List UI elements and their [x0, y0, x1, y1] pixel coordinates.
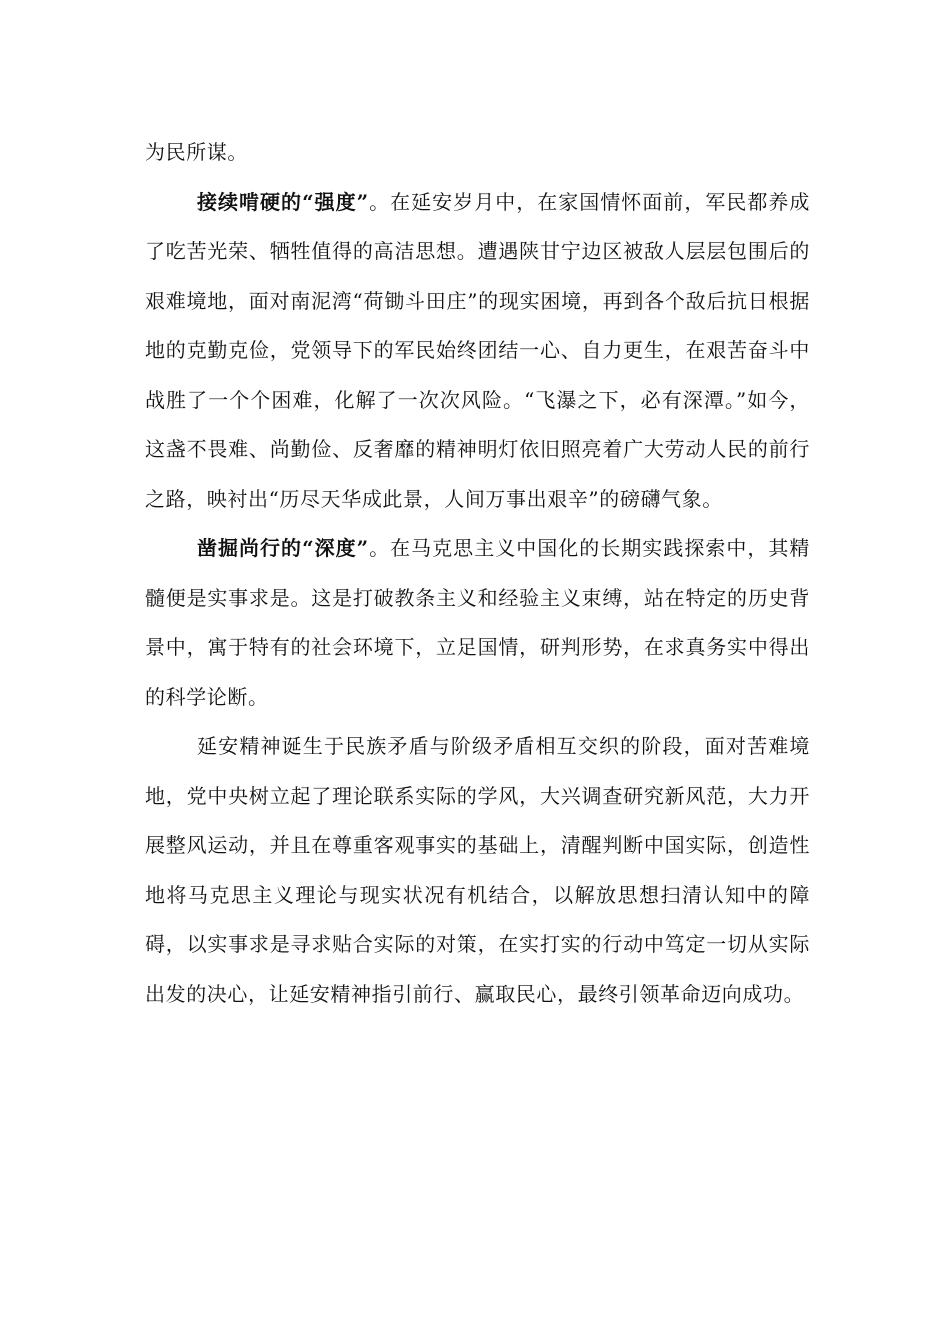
document-body	[145, 128, 810, 1019]
paragraph-continuation	[145, 128, 810, 178]
paragraph-text: 。在马克思主义中国化的长期实践探索中，其精髓便是实事求是。这是打破教条主义和经验主义束缚，站在特定的历史背景中，寓于特有的社会环境下，立足国情，研判形势，在求真务实中得出的科学论断。	[145, 536, 810, 709]
paragraph-yanan-spirit	[145, 722, 810, 1019]
paragraph-text: 为民所谋。	[145, 140, 248, 164]
paragraph-text: 。在延安岁月中，在家国情怀面前，军民都养成了吃苦光荣、牺牲值得的高洁思想。遭遇陕甘宁边区被敌人层层包围后的艰难境地，面对南泥湾“荷锄斗田庄”的现实困境，再到各个敌后抗日根据地的克勤克俭，党领导下的军民始终团结一心、自力更生，在艰苦奋斗中战胜了一个个困难，化解了一次次风险。“飞瀑之下，必有深潭。”如今，这盏不畏难、尚勤俭、反奢靡的精神明灯依旧照亮着广大劳动人民的前行之路，映衬出“历尽天华成此景，人间万事出艰辛”的磅礴气象。	[145, 189, 810, 511]
paragraph-text: 延安精神诞生于民族矛盾与阶级矛盾相互交织的阶段，面对苦难境地，党中央树立起了理论联系实际的学风，大兴调查研究新风范，大力开展整风运动，并且在尊重客观事实的基础上，清醒判断中国实际，创造性地将马克思主义理论与现实状况有机结合，以解放思想扫清认知中的障碍，以实事求是寻求贴合实际的对策，在实打实的行动中笃定一切从实际出发的决心，让延安精神指引前行、赢取民心，最终引领革命迈向成功。	[145, 734, 810, 1006]
paragraph-strength	[145, 178, 810, 525]
paragraph-heading: 接续啃硬的“强度”	[197, 189, 369, 214]
paragraph-depth	[145, 524, 810, 722]
paragraph-heading: 凿掘尚行的“深度”	[197, 536, 369, 560]
